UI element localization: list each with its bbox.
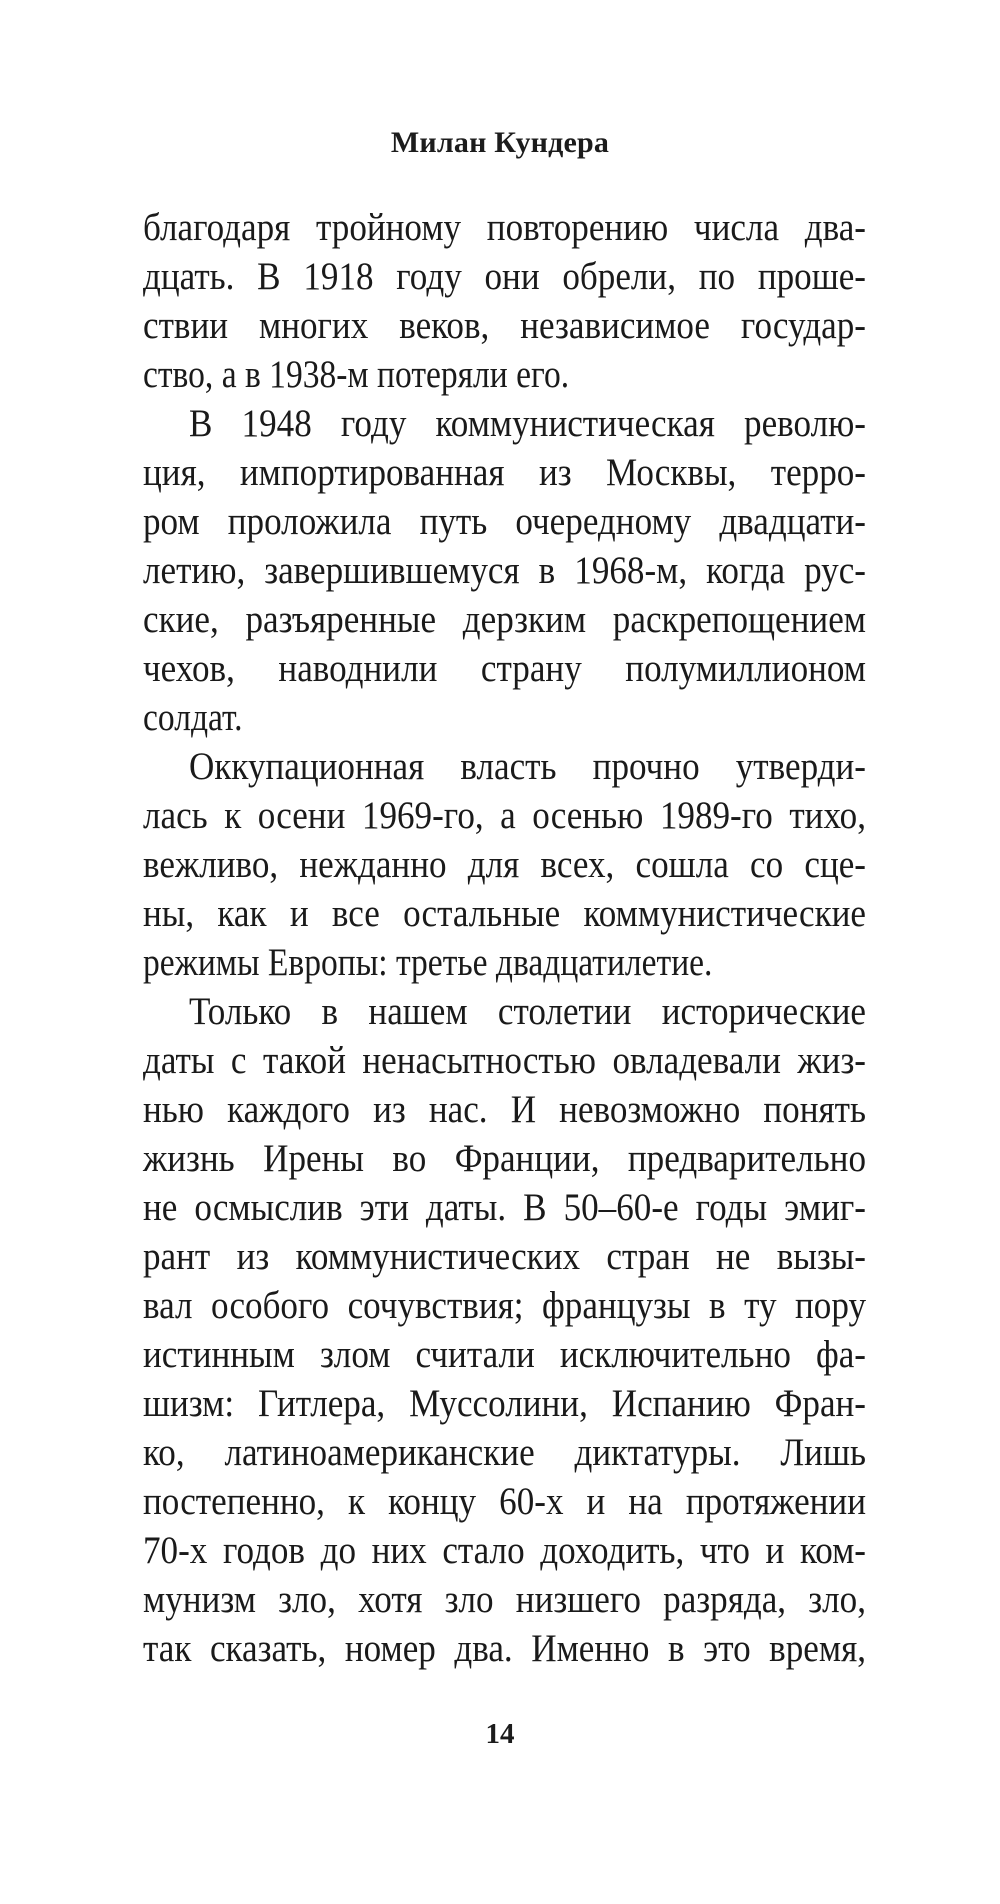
text-line: ны, как и все остальные коммунистические bbox=[143, 892, 866, 935]
text-line: ские, разъяренные дерзким раскрепощением bbox=[143, 598, 867, 641]
text-line: даты с такой ненасытностью овладевали жиз- bbox=[143, 1039, 867, 1082]
text-line: ция, импортированная из Москвы, терро- bbox=[143, 451, 867, 494]
text-line: солдат. bbox=[143, 696, 243, 739]
text-line: вежливо, нежданно для всех, сошла со сце- bbox=[143, 843, 867, 886]
text-line: 70-х годов до них стало доходить, что и ком- bbox=[143, 1529, 867, 1572]
text-line: чехов, наводнили страну полумиллионом bbox=[143, 647, 866, 690]
text-line: Только в нашем столетии исторические bbox=[188, 990, 866, 1033]
text-line: В 1948 году коммунистическая револю- bbox=[188, 402, 866, 445]
text-line: нью каждого из нас. И невозможно понять bbox=[143, 1088, 866, 1131]
text-line: лась к осени 1969-го, а осенью 1989-го тихо, bbox=[143, 794, 867, 837]
text-line: ствии многих веков, независимое государ- bbox=[143, 304, 866, 347]
text-line: ко, латиноамериканские диктатуры. Лишь bbox=[143, 1431, 866, 1474]
text-line: ром проложила путь очередному двадцати- bbox=[143, 500, 867, 543]
text-line: режимы Европы: третье двадцатилетие. bbox=[143, 941, 713, 984]
text-line: шизм: Гитлера, Муссолини, Испанию Фран- bbox=[143, 1382, 866, 1425]
body-text bbox=[143, 203, 866, 1673]
text-line: так сказать, номер два. Именно в это время, bbox=[143, 1627, 866, 1670]
text-line: благодаря тройному повторению числа два- bbox=[143, 206, 866, 249]
text-line: ство, а в 1938-м потеряли его. bbox=[143, 353, 570, 396]
text-line: не осмыслив эти даты. В 50–60-е годы эмиг- bbox=[143, 1186, 866, 1229]
text-line: мунизм зло, хотя зло низшего разряда, зло, bbox=[143, 1578, 866, 1621]
text-line: постепенно, к концу 60-х и на протяжении bbox=[143, 1480, 866, 1523]
text-line: летию, завершившемуся в 1968-м, когда рус- bbox=[143, 549, 866, 592]
running-head-author: Милан Кундера bbox=[390, 126, 610, 159]
text-line: дцать. В 1918 году они обрели, по проше- bbox=[143, 255, 866, 298]
text-line: рант из коммунистических стран не вызы- bbox=[143, 1235, 867, 1278]
page-number: 14 bbox=[485, 1718, 515, 1750]
text-line: истинным злом считали исключительно фа- bbox=[143, 1333, 867, 1376]
text-line: Оккупационная власть прочно утверди- bbox=[188, 745, 866, 788]
text-line: жизнь Ирены во Франции, предварительно bbox=[143, 1137, 867, 1180]
text-line: вал особого сочувствия; французы в ту пору bbox=[143, 1284, 866, 1327]
